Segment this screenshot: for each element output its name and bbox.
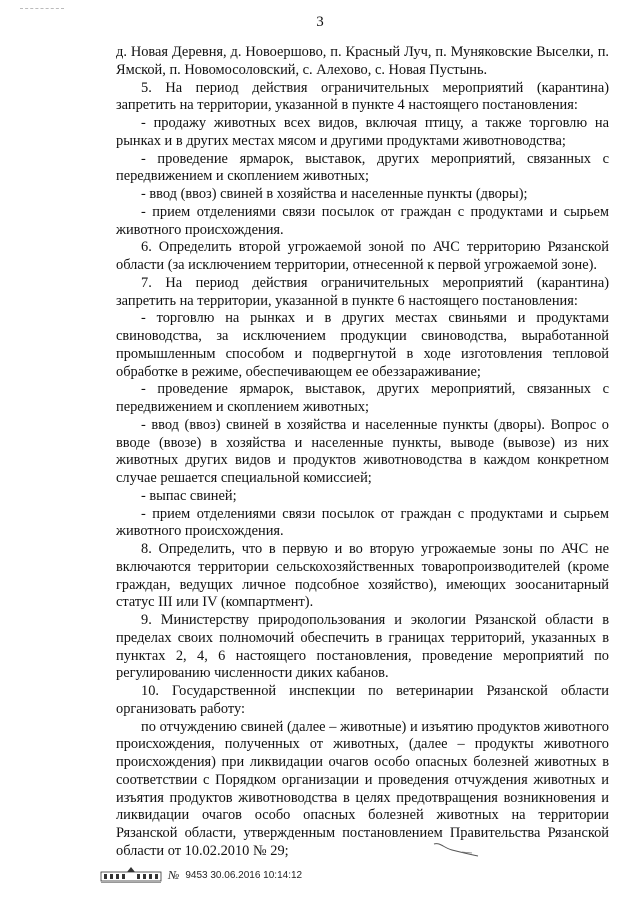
paragraph: 10. Государственной инспекции по ветеринарии Рязанской области организовать работу: bbox=[116, 683, 609, 717]
paragraph: 8. Определить, что в первую и во вторую угрожаемые зоны по АЧС не включаются территории сельскохозяйственных товаропроизводителей (кроме граждан, ведущих личное подсобное хозяйство), имеющих зоосанитарный статус III или IV (компартмент). bbox=[116, 541, 609, 611]
paragraph: 7. На период действия ограничительных мероприятий (карантина) запретить на территории, указанной в пункте 6 настоящего постановления: bbox=[116, 274, 609, 309]
paragraph: 5. На период действия ограничительных мероприятий (карантина) запретить на территории, указанной в пункте 4 настоящего постановления: bbox=[116, 79, 609, 114]
paragraph: 6. Определить второй угрожаемой зоной по АЧС территорию Рязанской области (за исключением территории, отнесенной к первой угрожаемой зоне). bbox=[116, 239, 609, 273]
list-item: - торговлю на рынках и в других местах свиньями и продуктами свиноводства, за исключением продукции свиноводства, выработанной промышленным способом и подвергнутой в ходе изготовления тепловой обработке в режиме, обеспечивающем ее обеззараживание; bbox=[116, 310, 609, 380]
document-body bbox=[116, 44, 609, 861]
document-number-sign: № bbox=[168, 867, 180, 882]
government-logo-icon bbox=[100, 866, 162, 884]
list-item: - проведение ярмарок, выставок, других мероприятий, связанных с передвижением и скоплением животных; bbox=[116, 381, 609, 415]
list-item: - продажу животных всех видов, включая птицу, а также торговлю на рынках и в других местах мясом и другими продуктами животноводства; bbox=[116, 115, 609, 149]
list-item: - прием отделениями связи посылок от граждан с продуктами и сырьем животного происхождения. bbox=[116, 505, 609, 540]
page-number: 3 bbox=[316, 14, 324, 30]
paragraph: по отчуждению свиней (далее – животные) и изъятию продуктов животного происхождения, полученных от животных, (далее – продукты животного происхождения) при ликвидации очагов особо опасных болезней животных в соответствии с Порядком организации и проведения отчуждения животных и изъятия продуктов животноводства в целях предотвращения возникновения и ликвидации очагов особо опасных болезней животных на территории Рязанской области, утвержденным постановлением Правительства Рязанской области от 10.02.2010 № 29; bbox=[116, 718, 609, 859]
list-item: - ввод (ввоз) свиней в хозяйства и населенные пункты (дворы). Вопрос о вводе (ввозе) в хозяйства и населенные пункты, выводе (вывозе) из них животных других видов и продуктов животноводства в каждом конкретном случае решается специальной комиссией; bbox=[116, 416, 609, 486]
document-registration-info: 9453 30.06.2016 10:14:12 bbox=[185, 869, 303, 881]
paragraph: д. Новая Деревня, д. Новоершово, п. Красный Луч, п. Муняковские Выселки, п. Ямской, п. Новомосоловский, с. Алехово, с. Новая Пустынь. bbox=[116, 44, 609, 78]
document-footer bbox=[100, 866, 302, 884]
signature-mark bbox=[432, 838, 492, 858]
scan-corner-mark bbox=[20, 8, 64, 11]
list-item: - ввод (ввоз) свиней в хозяйства и населенные пункты (дворы); bbox=[141, 186, 528, 202]
paragraph: 9. Министерству природопользования и экологии Рязанской области в пределах своих полномочий обеспечить в границах территорий, указанных в пунктах 2, 4, 6 настоящего постановления, проведение мероприятий по регулированию численности диких кабанов. bbox=[116, 612, 609, 682]
list-item: - выпас свиней; bbox=[141, 487, 237, 504]
list-item: - проведение ярмарок, выставок, других мероприятий, связанных с передвижением и скоплением животных; bbox=[116, 150, 609, 185]
list-item: - прием отделениями связи посылок от граждан с продуктами и сырьем животного происхождения. bbox=[116, 203, 609, 238]
